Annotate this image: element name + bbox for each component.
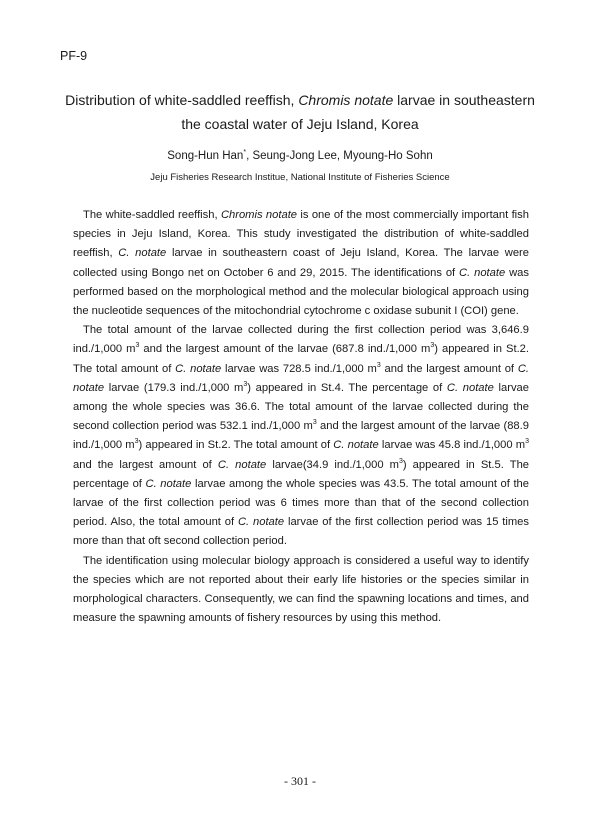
abstract-body: [73, 206, 529, 628]
first-author: Song-Hun Han: [167, 150, 244, 162]
title-species: Chromis notate: [298, 92, 394, 108]
superscript: 3: [134, 438, 139, 446]
text-run: larvae (179.3 ind./1,000 m: [104, 381, 244, 394]
species-name: C. notate: [459, 266, 506, 279]
author-list: [60, 150, 540, 162]
text-run: was performed based on the morphological method and the molecular biological approach using the nucleotide sequences of the mitochondrial cytochrome c oxidase subunit I (COI) gene.: [73, 266, 529, 318]
species-name: C. notate: [217, 458, 267, 471]
text-run: larvae was 45.8 ind./1,000 m: [378, 439, 526, 452]
superscript: 3: [376, 361, 381, 369]
text-run: and the largest amount of the larvae (88.9 ind./1,000 m: [73, 420, 529, 452]
paper-code: PF-9: [60, 49, 88, 63]
paragraph-1: [73, 206, 529, 321]
species-name: C. notate: [333, 439, 379, 452]
text-run: larvae was 728.5 ind./1,000 m: [221, 362, 377, 375]
superscript: 3: [398, 457, 403, 465]
superscript: 3: [312, 419, 317, 427]
text-run: The white-saddled reeffish,: [83, 209, 221, 221]
paper-title: [60, 88, 540, 136]
text-run: ) appeared in St.5. The percentage of: [73, 458, 530, 490]
text-run: larvae in southeastern coast of Jeju Island, Korea. The larvae were collected using Bongo net on October 6 and 29, 2015. The identifications of: [73, 247, 529, 279]
superscript: 3: [135, 342, 140, 350]
corresponding-mark: *: [243, 149, 247, 156]
superscript: 3: [430, 342, 435, 350]
text-run: ) appeared in St.4. The percentage of: [247, 381, 447, 394]
paragraph-2: [73, 321, 529, 551]
text-run: and the largest amount of: [380, 362, 518, 375]
text-run: and the largest amount of the larvae (687.8 ind./1,000 m: [139, 343, 431, 356]
species-name: C. notate: [446, 381, 494, 394]
text-run: ) appeared in St.2. The total amount of: [138, 439, 334, 452]
paragraph-3: The identification using molecular biology approach is considered a useful way to identify the species which are not reported about their early life histories or the species similar in morphological characters. Consequently, we can find the spawning locations and times, and measure the spawning amounts of fishery resources by using this method.: [73, 554, 529, 625]
text-run: ) appeared in St.2. The total amount of: [73, 343, 530, 375]
title-part-2: larvae in southeastern the coastal water of Jeju Island, Korea: [181, 92, 535, 132]
text-run: larvae of the first collection period was 15 times more than that oft second collection period.: [73, 516, 529, 548]
species-name: C. notate: [145, 477, 192, 490]
species-name: Chromis notate: [220, 209, 298, 221]
superscript: 3: [243, 380, 248, 388]
other-authors: , Seung-Jong Lee, Myoung-Ho Sohn: [246, 150, 433, 162]
species-name: C. notate: [237, 516, 285, 529]
text-run: is one of the most commercially important fish species in Jeju Island, Korea. This study investigated the distribution of white-saddled reeffish,: [73, 209, 529, 260]
species-name: C. notate: [73, 362, 529, 394]
species-name: C. notate: [118, 247, 167, 260]
text-run: The total amount of the larvae collected during the first collection period was 3,646.9 ind./1,000 m: [73, 324, 529, 356]
species-name: C. notate: [175, 362, 222, 375]
text-run: and the largest amount of: [73, 458, 218, 471]
text-run: larvae among the whole species was 43.5. The total amount of the larvae of the first collection period was 6 times more than that of the second collection period. Also, the total amount of: [73, 477, 530, 529]
page-number: - 301 -: [284, 774, 316, 788]
affiliation: Jeju Fisheries Research Institue, National Institute of Fisheries Science: [150, 172, 450, 183]
text-run: larvae(34.9 ind./1,000 m: [266, 458, 399, 471]
superscript: 3: [525, 438, 529, 446]
title-part-1: Distribution of white-saddled reeffish,: [65, 92, 299, 108]
text-run: larvae among the whole species was 36.6. The total amount of the larvae collected during the second collection period was 532.1 ind./1,000 m: [73, 381, 529, 433]
